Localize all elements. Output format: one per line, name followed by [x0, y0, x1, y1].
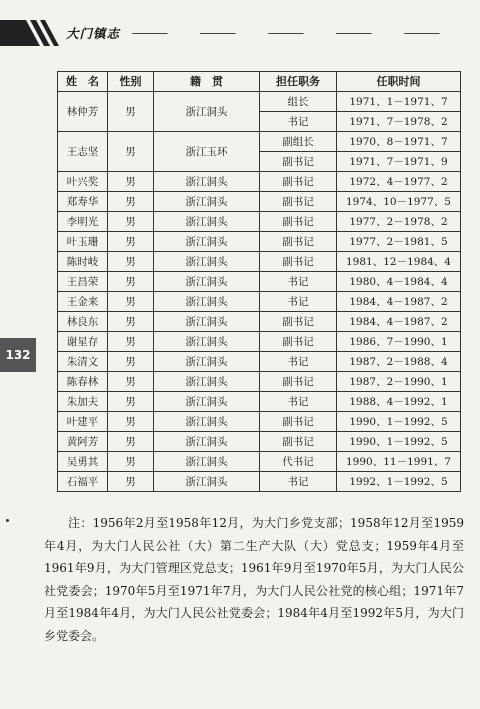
table-row: [58, 392, 461, 412]
cell-origin: 浙江洞头: [154, 472, 260, 492]
cell-name: 吴勇其: [58, 452, 108, 472]
cell-name: 叶建平: [58, 412, 108, 432]
table-row: [58, 292, 461, 312]
column-header-gender: 性别: [108, 72, 154, 92]
table-row: [58, 92, 461, 112]
cell-post: 副书记: [260, 152, 337, 172]
footnote: [44, 512, 464, 647]
cell-gender: 男: [108, 352, 154, 372]
cell-gender: 男: [108, 372, 154, 392]
table-row: [58, 272, 461, 292]
header-stripe-decoration: [0, 20, 64, 46]
cell-origin: 浙江洞头: [154, 192, 260, 212]
cell-post: 书记: [260, 352, 337, 372]
cell-gender: 男: [108, 452, 154, 472]
cell-name: 王昌荣: [58, 272, 108, 292]
cell-term: 1972、4－1977、2: [337, 172, 461, 192]
cell-post: 副书记: [260, 212, 337, 232]
table-row: [58, 332, 461, 352]
cell-gender: 男: [108, 412, 154, 432]
table-row: [58, 252, 461, 272]
cell-gender: 男: [108, 232, 154, 252]
cell-origin: 浙江洞头: [154, 412, 260, 432]
table-row: [58, 212, 461, 232]
cell-origin: 浙江洞头: [154, 312, 260, 332]
cell-name: 陈时岐: [58, 252, 108, 272]
cell-origin: 浙江洞头: [154, 392, 260, 412]
cell-term: 1986、7－1990、1: [337, 332, 461, 352]
table-row: [58, 472, 461, 492]
cell-post: 书记: [260, 392, 337, 412]
cell-term: 1971、1－1971、7: [337, 92, 461, 112]
cell-post: 组长: [260, 92, 337, 112]
column-header-name: 姓 名: [58, 72, 108, 92]
cell-gender: 男: [108, 132, 154, 172]
cell-gender: 男: [108, 332, 154, 352]
cell-name: 朱加夫: [58, 392, 108, 412]
cell-name: 叶玉珊: [58, 232, 108, 252]
cell-gender: 男: [108, 312, 154, 332]
cell-term: 1992、1－1992、5: [337, 472, 461, 492]
cell-origin: 浙江洞头: [154, 372, 260, 392]
cell-post: 副书记: [260, 412, 337, 432]
table-row: [58, 172, 461, 192]
cell-origin: 浙江洞头: [154, 92, 260, 132]
cell-term: 1987、2－1990、1: [337, 372, 461, 392]
cell-term: 1971、7－1971、9: [337, 152, 461, 172]
cell-origin: 浙江洞头: [154, 432, 260, 452]
running-header-title: 大门镇志: [66, 26, 121, 41]
cell-name: 黄阿芳: [58, 432, 108, 452]
column-header-origin: 籍 贯: [154, 72, 260, 92]
cell-term: 1977、2－1981、5: [337, 232, 461, 252]
table-row: [58, 192, 461, 212]
cell-name: 王志坚: [58, 132, 108, 172]
margin-dot: [6, 519, 9, 522]
cell-post: 副书记: [260, 372, 337, 392]
cell-gender: 男: [108, 192, 154, 212]
cell-post: 副书记: [260, 192, 337, 212]
cell-term: 1970、8－1971、7: [337, 132, 461, 152]
cell-gender: 男: [108, 292, 154, 312]
table-row: [58, 432, 461, 452]
cell-term: 1974、10－1977、5: [337, 192, 461, 212]
table-row: [58, 412, 461, 432]
table-body: [58, 92, 461, 492]
cell-origin: 浙江洞头: [154, 272, 260, 292]
table-row: [58, 312, 461, 332]
cell-post: 副书记: [260, 252, 337, 272]
cell-post: 副组长: [260, 132, 337, 152]
table-row: [58, 452, 461, 472]
cell-name: 郑寿华: [58, 192, 108, 212]
cell-origin: 浙江洞头: [154, 212, 260, 232]
cell-name: 李明光: [58, 212, 108, 232]
table-row: [58, 372, 461, 392]
cell-term: 1988、4－1992、1: [337, 392, 461, 412]
cell-post: 副书记: [260, 432, 337, 452]
cell-origin: 浙江洞头: [154, 172, 260, 192]
cell-gender: 男: [108, 272, 154, 292]
cell-origin: 浙江玉环: [154, 132, 260, 172]
cell-term: 1984、4－1987、2: [337, 312, 461, 332]
cell-post: 书记: [260, 272, 337, 292]
cell-name: 叶兴奖: [58, 172, 108, 192]
cell-name: 王金来: [58, 292, 108, 312]
cell-gender: 男: [108, 92, 154, 132]
cell-gender: 男: [108, 212, 154, 232]
cell-name: 林良东: [58, 312, 108, 332]
cell-origin: 浙江洞头: [154, 252, 260, 272]
column-header-post: 担任职务: [260, 72, 337, 92]
footnote-text: 注：1956年2月至1958年12月，为大门乡党支部；1958年12月至1959年4月，为大门人民公社（大）第二生产大队（大）党总支；1959年4月至1961年9月，为大门管理区党总支；1961年9月至1970年5月，为大门人民公社党委会；1970年5月至1971年7月，为大门人民公社党的核心组；1971年7月至1984年4月，为大门人民公社党委会；1984年4月至1992年5月，为大门乡党委会。: [44, 516, 464, 643]
table-row: [58, 352, 461, 372]
page-number-tab: [0, 338, 36, 372]
cell-post: 书记: [260, 472, 337, 492]
cell-name: 林仲芳: [58, 92, 108, 132]
cell-post: 书记: [260, 112, 337, 132]
cell-origin: 浙江洞头: [154, 232, 260, 252]
cell-gender: 男: [108, 252, 154, 272]
running-header: [0, 20, 480, 46]
cell-name: 朱清文: [58, 352, 108, 372]
cell-origin: 浙江洞头: [154, 352, 260, 372]
cell-term: 1977、2－1978、2: [337, 212, 461, 232]
cell-name: 谢星存: [58, 332, 108, 352]
cell-post: 副书记: [260, 312, 337, 332]
table-header-row: [58, 72, 461, 92]
page-number: 132: [5, 348, 31, 362]
cell-name: 石福平: [58, 472, 108, 492]
cell-term: 1987、2－1988、4: [337, 352, 461, 372]
cell-term: 1984、4－1987、2: [337, 292, 461, 312]
cell-origin: 浙江洞头: [154, 292, 260, 312]
cell-term: 1980、4－1984、4: [337, 272, 461, 292]
cell-post: 副书记: [260, 332, 337, 352]
cell-post: 代书记: [260, 452, 337, 472]
cell-term: 1990、1－1992、5: [337, 412, 461, 432]
table-row: [58, 232, 461, 252]
cell-post: 副书记: [260, 172, 337, 192]
cell-post: 书记: [260, 292, 337, 312]
cell-gender: 男: [108, 172, 154, 192]
cell-name: 陈春林: [58, 372, 108, 392]
table-row: [58, 132, 461, 152]
cell-term: 1981、12－1984、4: [337, 252, 461, 272]
header-dashed-rule: [132, 33, 462, 35]
cell-term: 1971、7－1978、2: [337, 112, 461, 132]
cell-gender: 男: [108, 392, 154, 412]
cell-origin: 浙江洞头: [154, 452, 260, 472]
party-secretaries-table: [57, 71, 461, 492]
cell-origin: 浙江洞头: [154, 332, 260, 352]
cell-term: 1990、1－1992、5: [337, 432, 461, 452]
column-header-term: 任职时间: [337, 72, 461, 92]
cell-post: 副书记: [260, 232, 337, 252]
cell-term: 1990、11－1991、7: [337, 452, 461, 472]
cell-gender: 男: [108, 432, 154, 452]
cell-gender: 男: [108, 472, 154, 492]
